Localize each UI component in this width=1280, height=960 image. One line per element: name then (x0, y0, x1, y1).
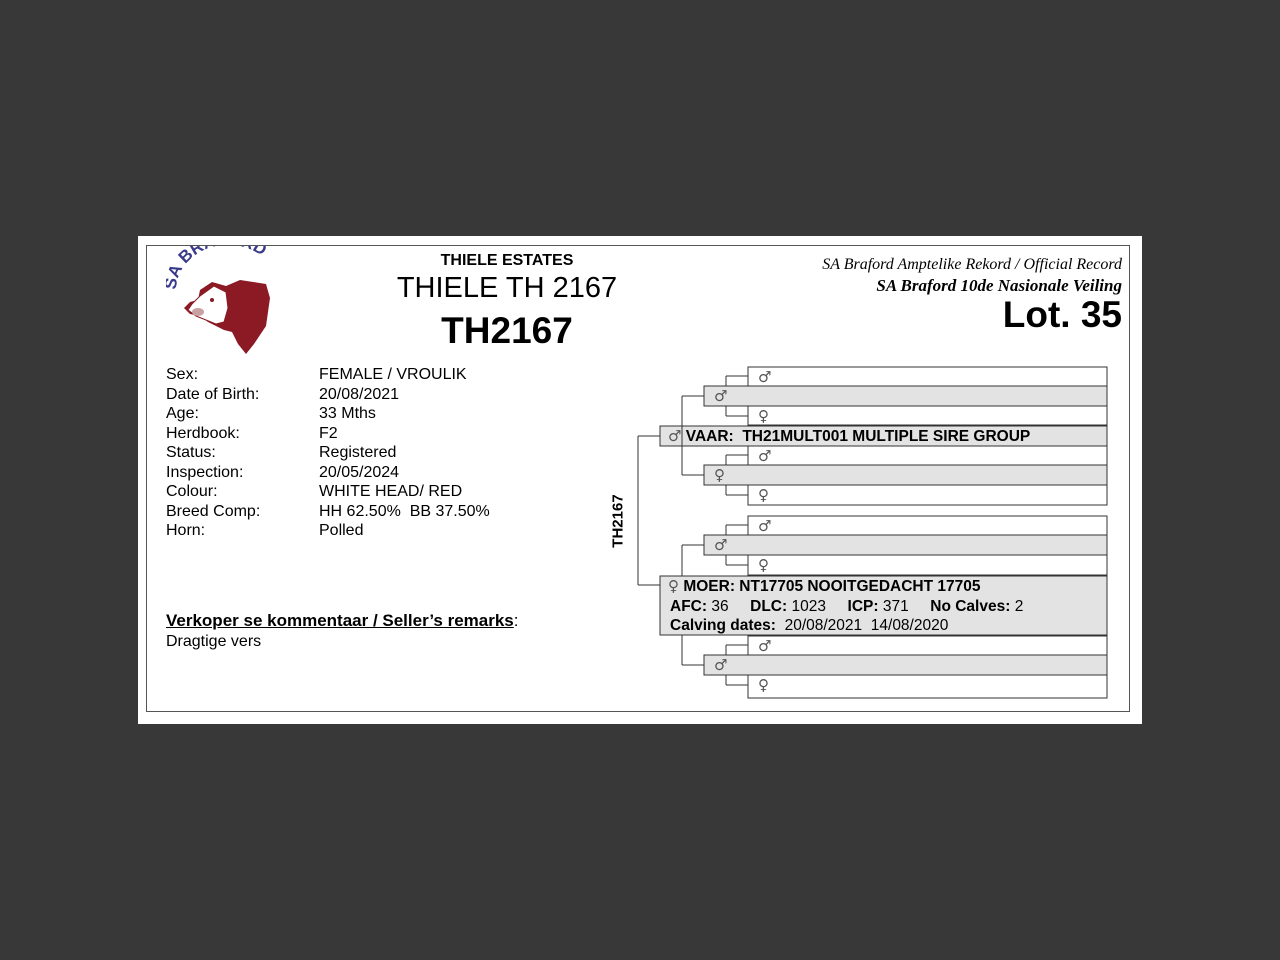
male-symbol: ♂ (714, 656, 728, 674)
female-symbol: ♀ (714, 466, 725, 484)
male-symbol: ♂ (758, 517, 772, 535)
female-symbol: ♀ (758, 486, 769, 504)
official-record-title: SA Braford Amptelike Rekord / Official Record (822, 256, 1122, 273)
detail-label: Herdbook: (166, 424, 240, 442)
estate-name: THIELE ESTATES (440, 252, 574, 269)
detail-value: Polled (319, 522, 364, 539)
pedigree-subject-label: TH2167 (609, 494, 627, 548)
animal-name: THIELE TH 2167 (396, 272, 618, 304)
sire-line (668, 428, 1030, 446)
female-symbol: ♀ (668, 577, 679, 595)
gs-box-2 (704, 535, 1107, 555)
remarks-text: Dragtige vers (166, 633, 262, 650)
male-symbol: ♂ (668, 427, 682, 445)
detail-value: Registered (319, 444, 397, 461)
pedigree-subject (608, 486, 628, 556)
detail-value: 33 Mths (319, 405, 376, 422)
detail-label: Breed Comp: (166, 502, 261, 520)
ggd-box-3 (748, 555, 1107, 575)
male-symbol: ♂ (758, 447, 772, 465)
detail-value: 20/08/2021 (319, 385, 400, 403)
svg-text:SA BRAFORD: BR D (174, 246, 271, 268)
detail-value: WHITE HEAD/ RED (319, 483, 463, 500)
afc-value: 36 (711, 598, 729, 615)
sire-label: VAAR: (685, 428, 734, 445)
ggd-box-4 (748, 675, 1107, 698)
ggs-box-3 (748, 516, 1107, 535)
detail-label: Horn: (166, 522, 206, 539)
auction-title: SA Braford 10de Nasionale Veiling (876, 276, 1122, 295)
icp-value: 371 (882, 598, 909, 615)
ggd-box-1 (748, 406, 1107, 425)
gs-box-1 (704, 386, 1107, 406)
dlc-label: DLC: (750, 598, 788, 615)
detail-value: HH 62.50% BB 37.50% (319, 502, 490, 520)
female-symbol: ♀ (758, 676, 769, 694)
female-symbol: ♀ (758, 407, 769, 425)
detail-label: Colour: (166, 483, 218, 500)
ggs-box-2 (748, 446, 1107, 465)
animal-id: TH2167 (441, 310, 573, 351)
calves-value: 2 (1014, 598, 1024, 615)
dam-line (668, 578, 981, 596)
male-symbol: ♂ (714, 387, 728, 405)
dam-stats (670, 598, 1023, 616)
male-symbol: ♂ (714, 536, 728, 554)
detail-label: Date of Birth: (166, 385, 260, 403)
remarks-colon: : (513, 611, 519, 630)
female-symbol: ♀ (758, 556, 769, 574)
gd-box-1 (704, 465, 1107, 485)
ggs-box-1 (748, 367, 1107, 386)
calving-dates: 20/08/2021 14/08/2020 (784, 617, 949, 634)
detail-value: FEMALE / VROULIK (319, 366, 467, 383)
dlc-value: 1023 (791, 598, 826, 615)
icp-label: ICP: (847, 598, 879, 615)
detail-label: Sex: (166, 366, 199, 383)
dam-label: MOER: (683, 578, 735, 595)
dam-value: NT17705 NOOITGEDACHT 17705 (739, 578, 981, 595)
afc-label: AFC: (670, 598, 708, 615)
sire-value: TH21MULT001 MULTIPLE SIRE GROUP (742, 428, 1031, 445)
detail-label: Status: (166, 444, 216, 461)
detail-label: Inspection: (166, 463, 244, 481)
pedigree-tree (138, 236, 1142, 724)
remarks-title: Verkoper se kommentaar / Seller’s remarks (166, 611, 514, 630)
calving-label: Calving dates: (670, 617, 776, 634)
ggs-box-4 (748, 636, 1107, 655)
detail-value: 20/05/2024 (319, 463, 400, 481)
ggd-box-2 (748, 485, 1107, 505)
male-symbol: ♂ (758, 637, 772, 655)
male-symbol: ♂ (758, 368, 772, 386)
dam-calving (670, 617, 948, 635)
lot-number: Lot. 35 (1002, 294, 1122, 335)
calves-label: No Calves: (930, 598, 1011, 615)
detail-value: F2 (319, 424, 338, 442)
lot-card (138, 236, 1142, 724)
gd-box-2 (704, 655, 1107, 675)
detail-label: Age: (166, 405, 199, 422)
